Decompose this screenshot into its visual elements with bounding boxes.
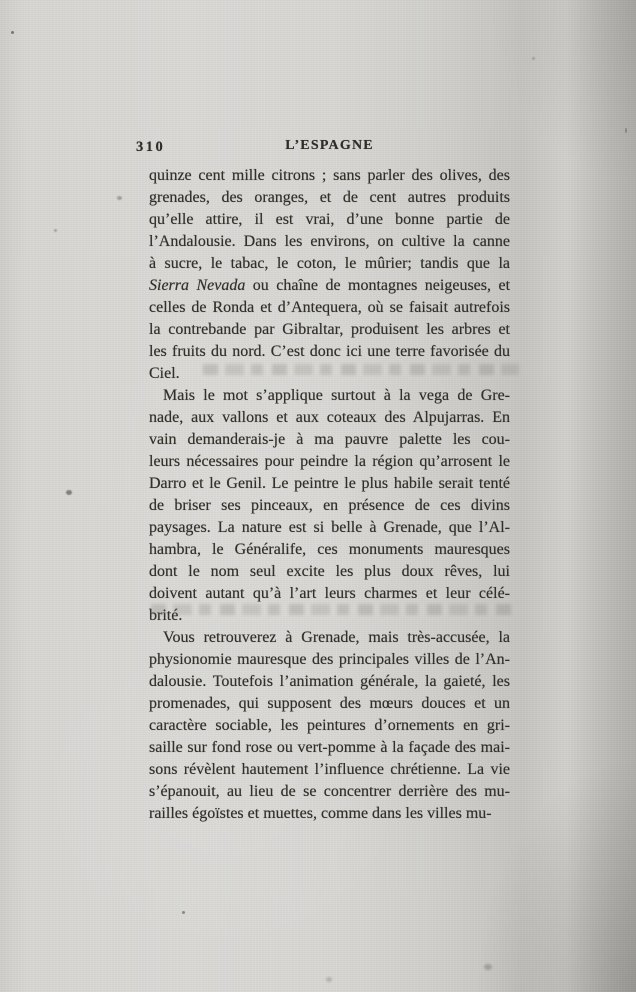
text-line: Mais le mot s’applique surtout à la vega de Gre- <box>163 387 510 404</box>
text-line: l’Andalousie. Dans les environs, on cultive la canne <box>149 233 510 250</box>
text-line: brité. <box>149 607 183 624</box>
text-line: caractère sociable, les peintures d’ornements en gri- <box>149 717 510 734</box>
text-line: sons révèlent hautement l’influence chrétienne. La vie <box>149 761 510 778</box>
text-line: Darro et le Genil. Le peintre le plus habile serait tenté <box>149 475 510 492</box>
ink-speck <box>54 229 57 232</box>
text-line: de briser ses pinceaux, en présence de ces divins <box>149 497 510 514</box>
verso-showthrough <box>203 364 519 375</box>
text-line: vain demanderais-je à ma pauvre palette les cou- <box>149 431 510 448</box>
paragraph <box>149 165 510 385</box>
text-line: leurs nécessaires pour peindre la région qu’arrosent le <box>149 453 510 470</box>
ink-speck <box>532 57 535 60</box>
paragraph <box>149 385 510 627</box>
page-number: 310 <box>136 139 166 155</box>
text-line: physionomie mauresque des principales villes de l’An- <box>149 651 510 668</box>
ink-speck <box>66 490 72 495</box>
ink-speck <box>182 911 185 914</box>
text-line: Sierra Nevada ou chaîne de montagnes neigeuses, et <box>149 277 511 294</box>
ink-speck <box>326 977 332 982</box>
text-line: saille sur fond rose ou vert-pomme à la façade des mai- <box>149 739 510 756</box>
text-line: s’épanouit, au lieu de se concentrer derrière des mu- <box>149 783 510 800</box>
ink-speck <box>625 128 627 133</box>
text-line: grenades, des oranges, et de cent autres produits <box>149 189 510 206</box>
text-line: nade, aux vallons et aux coteaux des Alpujarras. En <box>149 409 510 426</box>
text-line: les fruits du nord. C’est donc ici une terre favorisée du <box>149 343 510 360</box>
text-line: Vous retrouverez à Grenade, mais très-accusée, la <box>163 629 510 646</box>
verso-showthrough <box>151 604 515 615</box>
text-line: railles égoïstes et muettes, comme dans les villes mu- <box>149 805 492 822</box>
text-line: qu’elle attire, il est vrai, d’une bonne partie de <box>149 211 510 228</box>
text-line: paysages. La nature est si belle à Grenade, que l’Al- <box>149 519 510 536</box>
text-line: la contrebande par Gibraltar, produisent les arbres et <box>149 321 510 338</box>
text-block <box>149 165 510 825</box>
text-line: à sucre, le tabac, le coton, le mûrier; tandis que la <box>149 255 510 272</box>
text-line: celles de Ronda et d’Antequera, où se faisait autrefois <box>149 299 510 316</box>
text-line: quinze cent mille citrons ; sans parler des olives, des <box>149 167 510 184</box>
text-line: hambra, le Généralife, ces monuments mauresques <box>149 541 510 558</box>
running-title: L’ESPAGNE <box>285 138 374 153</box>
page-header <box>136 138 510 156</box>
text-line: doivent autant qu’à l’art leurs charmes et leur célé- <box>149 585 510 602</box>
paragraph <box>149 627 510 825</box>
text-line: Ciel. <box>149 365 180 382</box>
ink-speck <box>117 196 122 200</box>
text-line: dalousie. Toutefois l’animation générale, la gaieté, les <box>149 673 510 690</box>
text-line: dont le nom seul excite les plus doux rêves, lui <box>149 563 510 580</box>
ink-speck <box>484 964 492 970</box>
text-line: promenades, qui supposent des mœurs douces et un <box>149 695 510 712</box>
ink-speck <box>11 31 14 34</box>
